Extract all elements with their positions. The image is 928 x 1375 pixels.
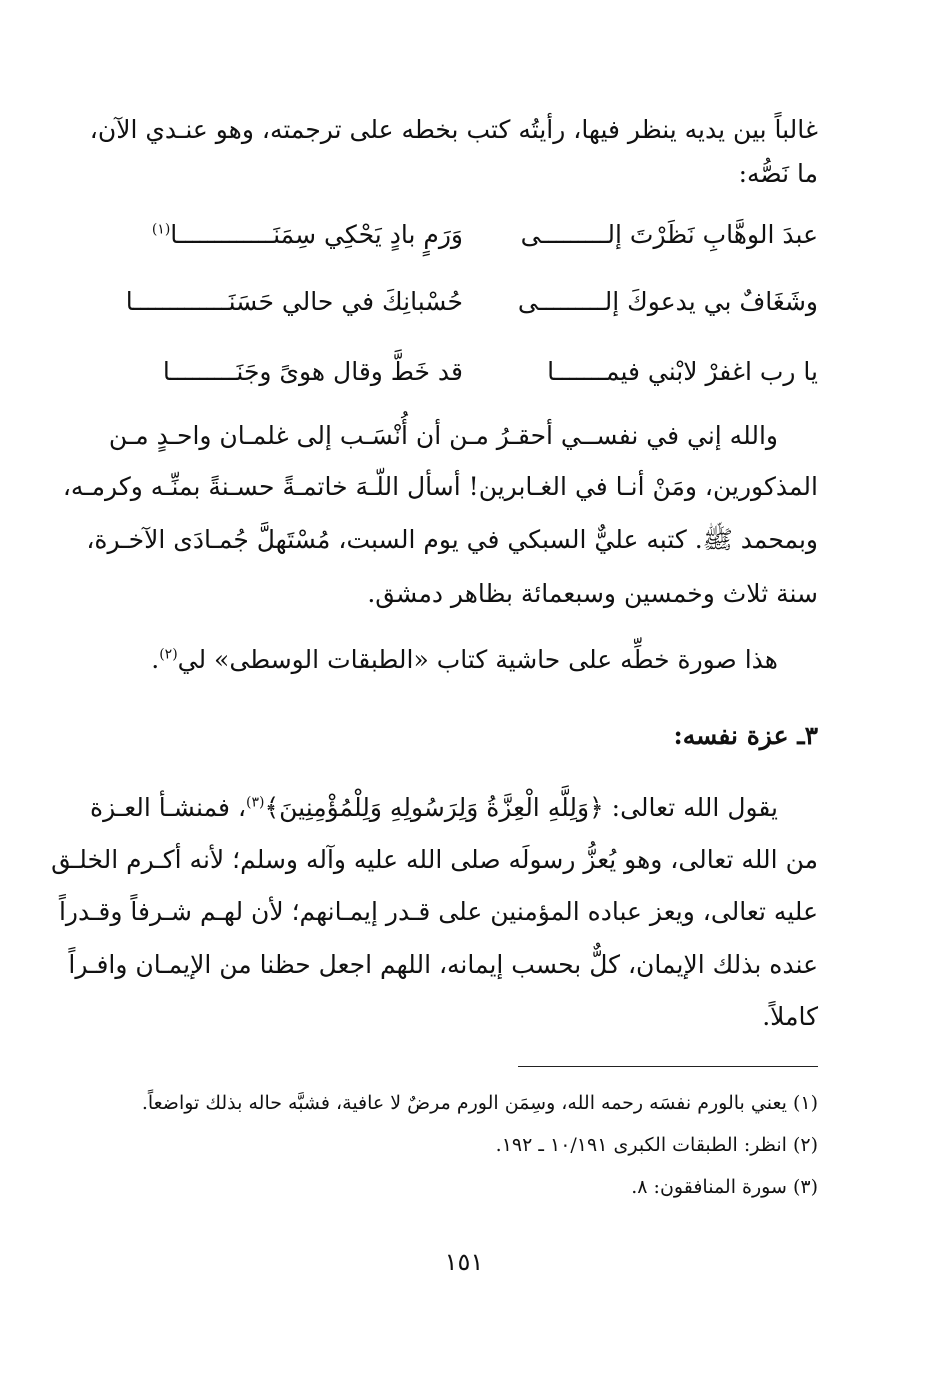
footnote-ref-2: (٢) <box>159 646 178 663</box>
section-heading: ٣ـ عزة نفسه: <box>673 721 818 750</box>
verse-1-first-hemistich: عبدَ الوهَّابِ نَظَرْتَ إلـــــــــى <box>520 220 818 249</box>
verse-1 <box>128 213 818 257</box>
para3-line-2: من الله تعالى، وهو يُعزُّ رسولَه صلى الله عليه وآله وسلم؛ لأنه أكـرم الخلـق <box>51 845 818 874</box>
verse-3-second-hemistich: قد خَطَّ وقال هوىً وجَنَـــــــــا <box>162 357 463 386</box>
verse-2-second-hemistich: حُسْبانِكَ في حالي حَسَنَـــــــــــــا <box>125 287 463 316</box>
intro-line-1: غالباً بين يديه ينظر فيها، رأيتُه كتب بخطه على ترجمته، وهو عنـدي الآن، <box>89 115 818 144</box>
footnote-ref-1: (١) <box>151 221 171 238</box>
footnote-separator <box>518 1066 818 1067</box>
intro-line-2: ما نَصُّه: <box>738 159 818 188</box>
footnote-2: (٢) انظر: الطبقات الكبرى ١٠/١٩١ ـ ١٩٢. <box>495 1134 818 1156</box>
para2-text: هذا صورة خطِّه على حاشية كتاب «الطبقات الوسطى» لي <box>177 645 778 674</box>
para3-line-5: كاملاً. <box>762 1002 818 1031</box>
verse-2-first-hemistich: وشَغَافٌ بي يدعوكَ إلـــــــــى <box>517 287 818 316</box>
para3-line-4: عنده بذلك الإيمان، كلٌّ بحسب إيمانه، اللهم اجعل حظنا من الإيمـان وافـراً <box>68 950 818 979</box>
footnote-3: (٣) سورة المنافقون: ٨. <box>631 1176 818 1198</box>
para2-end: . <box>151 645 160 674</box>
verse-1-second-hemistich <box>128 213 463 257</box>
para3-line1-end: ، فمنشـأ العـزة <box>90 793 247 822</box>
verse-3 <box>128 350 818 394</box>
para3-line-1 <box>90 786 778 830</box>
para1-line-4: سنة ثلاث وخمسين وسبعمائة بظاهر دمشق. <box>367 579 818 608</box>
para2-line <box>128 638 778 682</box>
para3-line-3: عليه تعالى، ويعز عباده المؤمنين على قـدر إيمـانهم؛ لأن لهـم شـرفاً وقـدراً <box>58 897 818 926</box>
verse-2 <box>125 280 818 324</box>
verse-1-second-text: وَرَمٍ بادٍ يَحْكِي سِمَنَـــــــــــــا <box>170 220 463 249</box>
footnote-ref-3: (٣) <box>246 794 265 811</box>
para1-line-3: وبمحمد ﷺ. كتبه عليٌّ السبكي في يوم السبت، مُسْتَهلَّ جُمـادَى الآخـرة، <box>86 525 818 554</box>
footnote-1: (١) يعني بالورم نفسَه رحمه الله، وسِمَن الورم مرضٌ لا عافية، فشبَّه حاله بذلك تواضعاً. <box>141 1092 818 1114</box>
para3-verse-quote: يقول الله تعالى: ﴿وَلِلَّهِ الْعِزَّةُ وَلِرَسُولِهِ وَلِلْمُؤْمِنِينَ﴾ <box>264 793 778 822</box>
para1-line-2: المذكورين، ومَنْ أنـا في الغـابرين! أسأل اللّـهَ خاتمـةً حسـنةً بمنِّـه وكرمـه، <box>62 472 818 501</box>
page-number: ١٥١ <box>444 1248 484 1276</box>
para1-line-1: والله إني في نفســي أحقـرُ مـن أن أُنْسَـب إلى غلمـان واحـدٍ مـن <box>108 421 778 450</box>
verse-3-first-hemistich: يا رب اغفرْ لابْني فيمـــــــا <box>547 357 818 386</box>
